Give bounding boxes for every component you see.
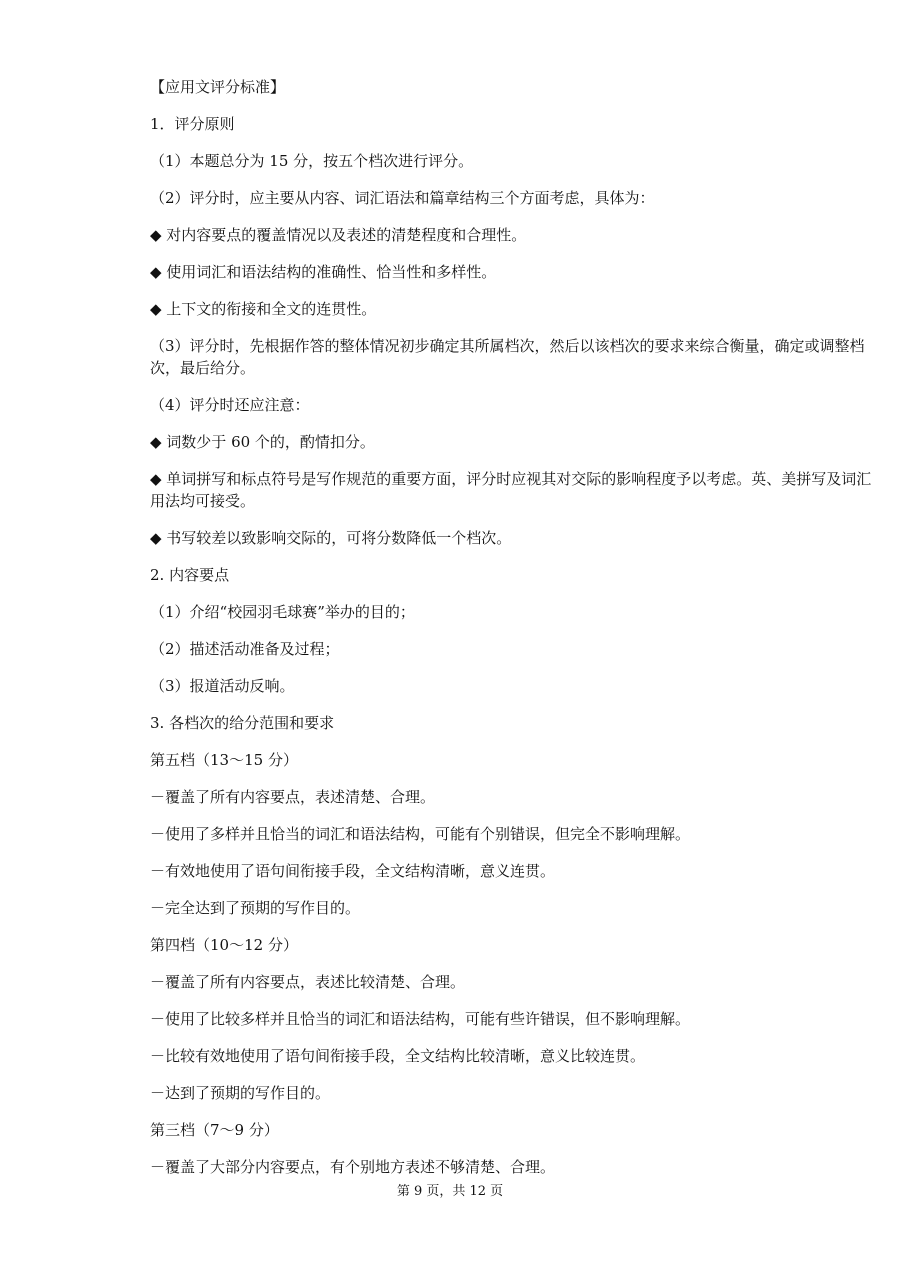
principle-bullet: ◆ 使用词汇和语法结构的准确性、恰当性和多样性。 bbox=[150, 263, 497, 281]
principles-heading: 1．评分原则 bbox=[150, 115, 235, 133]
tier-item: －完全达到了预期的写作目的。 bbox=[150, 899, 361, 917]
content-point-item: （3）报道活动反响。 bbox=[150, 677, 295, 695]
principle-item: （4）评分时还应注意： bbox=[150, 396, 310, 414]
grades-heading: 3. 各档次的给分范围和要求 bbox=[150, 714, 335, 732]
tier-title: 第五档（13～15 分） bbox=[150, 751, 298, 769]
principle-bullet: ◆ 单词拼写和标点符号是写作规范的重要方面，评分时应视其对交际的影响程度予以考虑。英、美拼写及词汇用法均可接受。 bbox=[150, 470, 872, 510]
section-title: 【应用文评分标准】 bbox=[150, 78, 286, 96]
tier-item: －覆盖了所有内容要点，表述清楚、合理。 bbox=[150, 788, 436, 806]
principle-bullet: ◆ 词数少于 60 个的，酌情扣分。 bbox=[150, 433, 375, 451]
content-points-heading: 2. 内容要点 bbox=[150, 566, 230, 584]
tier-item: －覆盖了所有内容要点，表述比较清楚、合理。 bbox=[150, 973, 466, 991]
principle-item: （1）本题总分为 15 分，按五个档次进行评分。 bbox=[150, 152, 474, 170]
tier-title: 第四档（10～12 分） bbox=[150, 936, 298, 954]
principle-item: （3）评分时，先根据作答的整体情况初步确定其所属档次，然后以该档次的要求来综合衡量，确定或调整档次，最后给分。 bbox=[150, 337, 865, 377]
principle-item: （2）评分时，应主要从内容、词汇语法和篇章结构三个方面考虑，具体为： bbox=[150, 189, 655, 207]
principle-bullet: ◆ 书写较差以致影响交际的，可将分数降低一个档次。 bbox=[150, 529, 512, 547]
principle-bullet: ◆ 上下文的衔接和全文的连贯性。 bbox=[150, 300, 377, 318]
content-point-item: （1）介绍“校园羽毛球赛”举办的目的； bbox=[150, 603, 415, 621]
tier-item: －覆盖了大部分内容要点，有个别地方表述不够清楚、合理。 bbox=[150, 1158, 556, 1176]
principle-bullet: ◆ 对内容要点的覆盖情况以及表述的清楚程度和合理性。 bbox=[150, 226, 527, 244]
content-point-item: （2）描述活动准备及过程； bbox=[150, 640, 340, 658]
tier-item: －有效地使用了语句间衔接手段，全文结构清晰，意义连贯。 bbox=[150, 862, 556, 880]
page-number-footer: 第 9 页，共 12 页 bbox=[396, 1184, 504, 1199]
tier-item: －比较有效地使用了语句间衔接手段，全文结构比较清晰，意义比较连贯。 bbox=[150, 1047, 646, 1065]
tier-item: －达到了预期的写作目的。 bbox=[150, 1084, 331, 1102]
document-body bbox=[150, 76, 880, 1193]
tier-item: －使用了比较多样并且恰当的词汇和语法结构，可能有些许错误，但不影响理解。 bbox=[150, 1010, 691, 1028]
tier-title: 第三档（7～9 分） bbox=[150, 1121, 279, 1139]
tier-item: －使用了多样并且恰当的词汇和语法结构，可能有个别错误，但完全不影响理解。 bbox=[150, 825, 691, 843]
